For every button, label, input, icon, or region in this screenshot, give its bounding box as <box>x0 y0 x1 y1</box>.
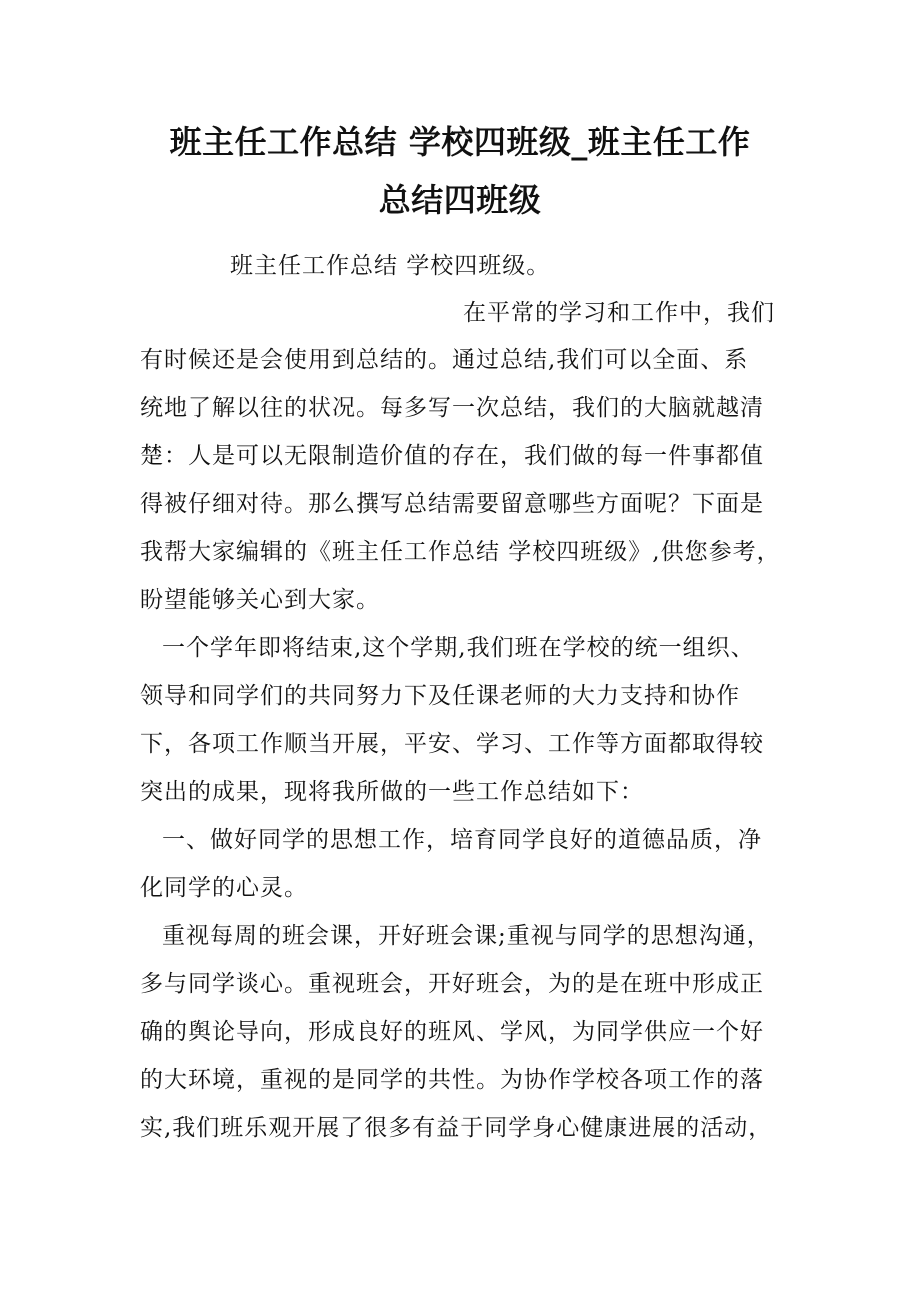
body-line: 有时候还是会使用到总结的。通过总结,我们可以全面、系 <box>140 347 749 373</box>
document-title-line-2: 总结四班级 <box>378 181 542 219</box>
body-line: 突出的成果，现将我所做的一些工作总结如下： <box>140 779 644 805</box>
document-title-line-1: 班主任工作总结 学校四班级_班主任工作 <box>169 123 751 161</box>
body-line: 领导和同学们的共同努力下及任课老师的大力支持和协作 <box>140 683 740 709</box>
body-line: 我帮大家编辑的《班主任工作总结 学校四班级》,供您参考， <box>140 539 781 565</box>
body-line: 班主任工作总结 学校四班级。 <box>230 253 551 279</box>
body-line: 确的舆论导向，形成良好的班风、学风，为同学供应一个好 <box>140 1019 764 1045</box>
body-line: 盼望能够关心到大家。 <box>140 587 380 613</box>
body-line: 化同学的心灵。 <box>140 875 308 901</box>
body-line: 在平常的学习和工作中，我们 <box>463 300 775 326</box>
body-line: 一、做好同学的思想工作，培育同学良好的道德品质，净 <box>162 827 762 853</box>
body-line: 下，各项工作顺当开展，平安、学习、工作等方面都取得较 <box>140 731 764 757</box>
body-line: 一个学年即将结束,这个学期,我们班在学校的统一组织、 <box>162 635 755 661</box>
body-line: 实,我们班乐观开展了很多有益于同学身心健康进展的活动， <box>140 1115 773 1141</box>
body-line: 得被仔细对待。那么撰写总结需要留意哪些方面呢？下面是 <box>140 491 764 517</box>
body-line: 楚：人是可以无限制造价值的存在，我们做的每一件事都值 <box>140 443 764 469</box>
body-line: 的大环境，重视的是同学的共性。为协作学校各项工作的落 <box>140 1067 764 1093</box>
body-line: 多与同学谈心。重视班会，开好班会，为的是在班中形成正 <box>140 971 764 997</box>
body-line: 统地了解以往的状况。每多写一次总结，我们的大脑就越清 <box>140 395 764 421</box>
body-line: 重视每周的班会课，开好班会课;重视与同学的思想沟通， <box>162 923 771 949</box>
